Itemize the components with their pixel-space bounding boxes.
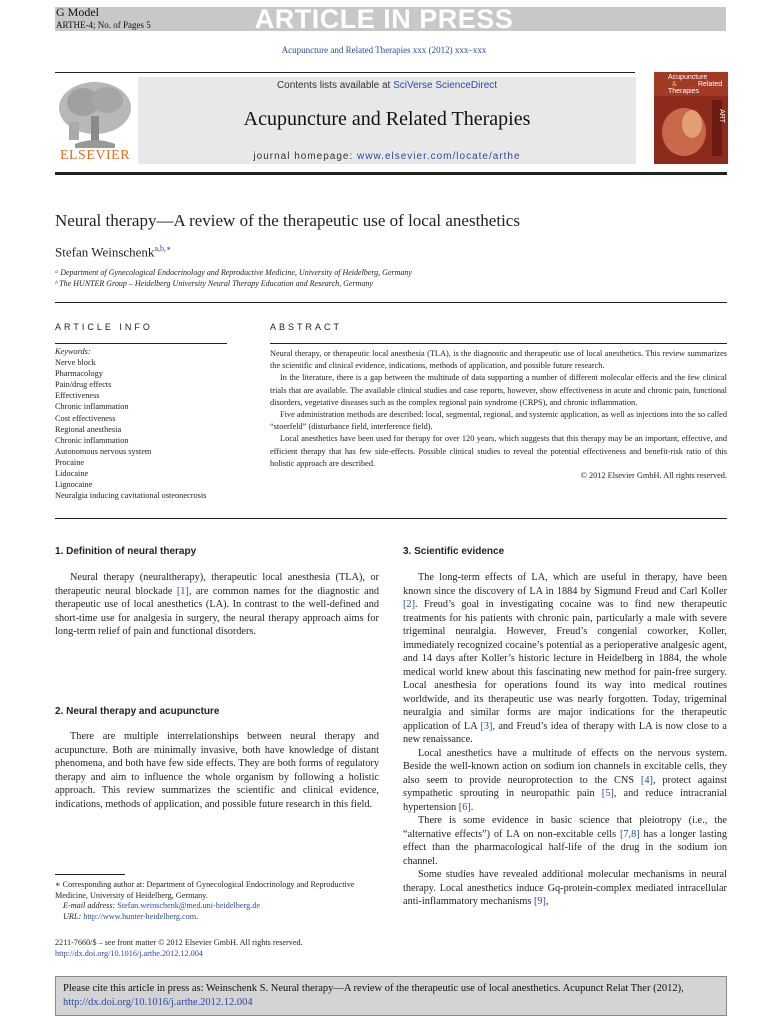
journal-title: Acupuncture and Related Therapies: [243, 108, 531, 130]
keyword: Autonomous nervous system: [55, 446, 152, 456]
citation-ref-1[interactable]: [1]: [176, 585, 189, 597]
contents-prefix: Contents lists available at: [276, 80, 394, 91]
author-url-link[interactable]: http://www.hunter-heidelberg.com: [83, 911, 197, 921]
cover-side-text: ART: [717, 109, 725, 123]
corresponding-author-footnote: ∗ Corresponding author at: Department of Gynecological Endocrinology and Reproductive Medicine, University of Heidelberg, Germany. E-mail address: Stefan.weinschenk@med.uni-heidelberg.de URL: http://www.hunter-heidelberg.com.: [55, 880, 379, 922]
article-in-press-label: ARTICLE IN PRESS: [254, 4, 514, 34]
manuscript-ref: ARTHE-4; No. of Pages 5: [56, 20, 151, 30]
section-1-heading: 1. Definition of neural therapy: [55, 546, 197, 557]
cover-title-2: Related: [698, 81, 723, 88]
journal-homepage-line: [138, 151, 636, 162]
cover-title-3: Therapies: [668, 88, 700, 95]
keywords-list: [55, 346, 227, 501]
citation-doi-link[interactable]: http://dx.doi.org/10.1016/j.arthe.2012.12.004: [63, 997, 253, 1008]
elsevier-wordmark: ELSEVIER: [59, 148, 131, 163]
citation-ref-5[interactable]: [5]: [601, 788, 614, 799]
section-2-body: There are multiple interrelationships between neural therapy and acupuncture. Both are minimally invasive, both have knowledge of distant phenomena, and both have few side effects. They are both forms of regulatory therapy and aim to influence the whole organism by following a holistic approach. This review summarizes the scientific and clinical evidence, indications, methods of application, and possible future research in this field.: [55, 731, 379, 810]
journal-citation-line[interactable]: Acupuncture and Related Therapies xxx (2012) xxx–xxx: [281, 45, 487, 55]
keyword: Pharmacology: [55, 369, 103, 379]
url-label: URL:: [63, 911, 84, 921]
abstract-bottom-rule: [55, 518, 727, 519]
citation-ref-6[interactable]: [6]: [458, 801, 471, 813]
homepage-link[interactable]: www.elsevier.com/locate/arthe: [357, 151, 521, 162]
elsevier-logo[interactable]: [55, 78, 135, 164]
abstract-paragraph: Five administration methods are described: local, segmental, regional, and systemic application, as well as injections into the so called “stoerfeld” (disturbance field, interference field).: [270, 410, 727, 432]
issn-line: 2211-7660/$ – see front matter © 2012 Elsevier GmbH. All rights reserved.: [55, 938, 303, 947]
keyword: Procaine: [55, 457, 85, 467]
article-info-heading: ARTICLE INFO: [55, 322, 153, 332]
abstract-body: [270, 348, 727, 482]
citation-ref-9[interactable]: [9]: [533, 896, 546, 907]
affiliation-b: ᵇ The HUNTER Group – Heidelberg University Neural Therapy Education and Research, Germany: [55, 279, 373, 288]
keyword: Regional anesthesia: [55, 424, 122, 434]
article-info-rule: [55, 343, 227, 344]
author-name: Stefan Weinschenk: [55, 244, 155, 260]
citation-text: [63, 982, 723, 1010]
title-rule: [55, 302, 727, 303]
keyword: Effectiveness: [55, 391, 100, 401]
homepage-prefix: journal homepage:: [253, 151, 358, 162]
journal-cover-thumbnail[interactable]: [654, 72, 728, 164]
abstract-paragraph: Local anesthetics have been used for therapy for over 120 years, which suggests that this therapy may be an important, effective, and efficient therapy that has few side-effects. Possible clinical studies to reveal the potential effectiveness and benefit-risk ratio of this holistic approach are described.: [270, 434, 727, 468]
citation-ref-2[interactable]: [2]: [403, 599, 416, 610]
abstract-heading: ABSTRACT: [270, 322, 343, 332]
paper-title: Neural therapy—A review of the therapeutic use of local anesthetics: [55, 211, 520, 230]
author-line: [55, 244, 171, 260]
keyword: Lidocaine: [55, 469, 89, 479]
author-email-link[interactable]: Stefan.weinschenk@med.uni-heidelberg.de: [117, 901, 260, 911]
abstract-rule: [270, 343, 727, 344]
keyword: Lignocaine: [55, 480, 93, 490]
citation-ref-4[interactable]: [4]: [640, 774, 653, 786]
doi-link[interactable]: http://dx.doi.org/10.1016/j.arthe.2012.12.004: [55, 949, 203, 958]
citation-prefix: Please cite this article in press as: Weinschenk S. Neural therapy—A review of the therapeutic use of local anesthetics. Acupunct Relat Ther (2012),: [63, 983, 684, 994]
cover-title-1: Acupuncture: [668, 74, 708, 81]
keywords-label: Keywords:: [55, 347, 91, 356]
section-1-body: Neural therapy (neuraltherapy), therapeutic local anesthesia (TLA), or therapeutic neural blockade [1], are common names for the diagnostic and therapeutic use of local anesthetics (LA). In contrast to the well-defined and short-time use for analgesia in surgery, the neural therapy approach aims for long-term relief of pain and functional disorders.: [55, 572, 379, 637]
abstract-copyright: © 2012 Elsevier GmbH. All rights reserved.: [580, 471, 727, 481]
sciencedirect-link[interactable]: SciVerse ScienceDirect: [393, 80, 498, 91]
keyword: Nerve block: [55, 358, 96, 368]
keyword: Chronic inflammation: [55, 435, 129, 445]
g-model-label: G Model: [56, 5, 99, 19]
section-3-body: The long-term effects of LA, which are useful in therapy, have been known since the discovery of LA in 1884 by Sigmund Freud and Carl Koller [2]. Freud’s goal in investigating cocaine was to find new therapeutic treatments for his patients with chronic pain, particularly a male with severe trigeminal neuralgia. However, Freud’s congenial coworker, Koller, immediately recognized cocaine’s potential as a perioperative analgesic agent, and 14 days after Koller’s historic lecture in Heidelberg in 1884, the whole medical world knew about this fascinating new method for pain-free surgery. Local anesthesia for operations found its way into medical routines worldwide, and its therapeutic use was nearly forgotten. Today, trigeminal neuralgia and similar forms are major indications for the therapeutic application of LA [3], and Freud’s idea of therapy with LA is now close to a new renaissance. Local anesthetics have a multitude of effects on the nervous system. Beside the well-known action on sodium ion channels in excitable cells, they also seem to provide neuroprotection to the CNS [4], protect against sympathetic sprouting in neuropathic pain [5], and reduce intracranial hypertension [6]. There is some evidence in basic science that pleiotropy (i.e., the “alternative effects”) of LA on non-excitable cells [7,8] has a longer lasting effect than the pharmacological half-life of the drug in the sodium ion channel. Some studies have revealed additional molecular mechanisms in neural therapy. Local anesthetics induce Gq-protein-complex mediated intracellular anti-inflammatory mechanisms [9],: [403, 572, 727, 907]
footnote-rule: [55, 874, 125, 875]
masthead-top-rule: [55, 72, 635, 73]
keyword: Cost effectiveness: [55, 413, 116, 423]
masthead-bottom-rule: [55, 172, 727, 175]
abstract-paragraph: Neural therapy, or therapeutic local anesthesia (TLA), is the diagnostic and therapeutic use of local anesthetics. This review summarizes the scientific and clinical evidence, indications, methods of application, and possible future research.: [270, 349, 727, 371]
email-label: E-mail address:: [63, 901, 118, 911]
contents-line: [138, 80, 636, 91]
abstract-paragraph: In the literature, there is a gap between the multitude of data supporting a number of different molecular effects and the few clinical trials that are available. The available clinical studies and case reports, however, show effectiveness in acute and chronic pain, functional disorders, vegetative diseases such as the complex regional pain syndrome (CRPS), and chronic inflammation.: [270, 373, 727, 407]
section-3-heading: 3. Scientific evidence: [403, 546, 505, 557]
keyword: Pain/drug effects: [55, 380, 112, 390]
keyword: Neuralgia inducing cavitational osteonecrosis: [55, 491, 207, 501]
author-affiliation-marks[interactable]: a,b,∗: [154, 244, 172, 253]
citation-ref-7-8[interactable]: [7,8]: [619, 828, 640, 840]
corresponding-author: ∗ Corresponding author at: Department of Gynecological Endocrinology and Reproductive Medicine, University of Heidelberg, Germany.: [55, 880, 355, 900]
keyword: Chronic inflammation: [55, 402, 129, 412]
affiliation-a: ᵃ Department of Gynecological Endocrinology and Reproductive Medicine, University of Heidelberg, Germany: [55, 268, 412, 277]
issn-block: [55, 937, 303, 959]
section-2-heading: 2. Neural therapy and acupuncture: [55, 706, 220, 717]
citation-ref-3[interactable]: [3]: [480, 720, 493, 732]
cover-ampersand: &: [672, 81, 677, 88]
